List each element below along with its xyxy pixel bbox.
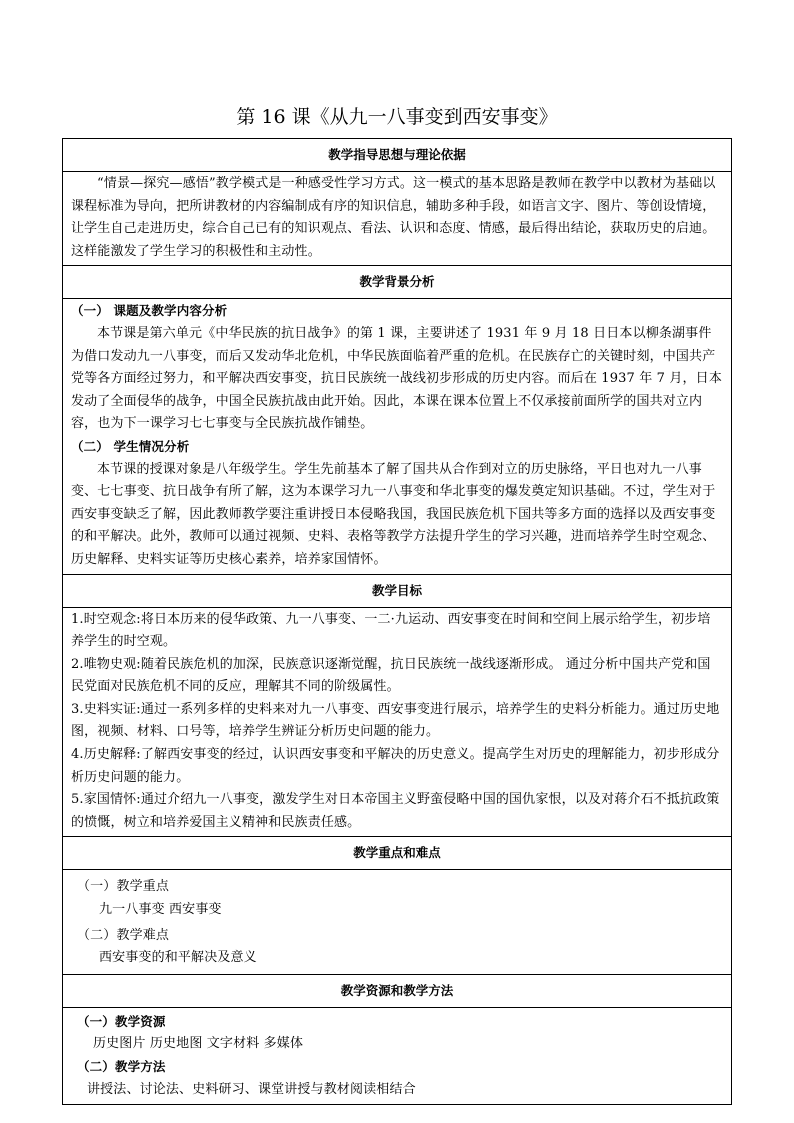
resources-materials-text: 历史图片 历史地图 文字材料 多媒体 <box>93 1036 304 1052</box>
resources-subheading-materials: （一）教学资源 <box>77 1013 166 1029</box>
goal-item: 4.历史解释:了解西安事变的经过，认识西安事变和平解决的历史意义。提高学生对历史的理解能力，初步形成分析历史问题的能力。 <box>71 747 720 785</box>
section-body-resources <box>63 1008 731 1104</box>
section-body-keypoints <box>63 870 731 974</box>
goal-item: 5.家国情怀:通过介绍九一八事变，激发学生对日本帝国主义野蛮侵略中国的国仇家恨，以及对蒋介石不抵抗政策的愤慨，树立和培养爱国主义精神和民族责任感。 <box>71 792 720 830</box>
resources-methods-text: 讲授法、讨论法、史料研习、课堂讲授与教材阅读相结合 <box>87 1081 416 1097</box>
goal-item: 3.史料实证:通过一系列多样的史料来对九一八事变、西安事变进行展示，培养学生的史料分析能力。通过历史地图，视频、材料、口号等，培养学生辨证分析历史问题的能力。 <box>71 701 720 740</box>
background-subheading-students: （二） 学生情况分析 <box>71 438 190 454</box>
guide-paragraph: “情景—探究—感悟”教学模式是一种感受性学习方式。这一模式的基本思路是教师在教学中以教材为基础以课程标准为导向，把所讲教材的内容编制成有序的知识信息，辅助多种手段，如语言文字、图片、等创设情境，让学生自己走进历史，综合自己已有的知识观点、看法、认识和态度、情感，最后得出结论，获取历史的启迪。这样能激发了学生学习的积极性和主动性。 <box>71 176 716 259</box>
section-heading-guide: 教学指导思想与理论依据 <box>63 139 731 172</box>
resources-subheading-methods: （二）教学方法 <box>77 1059 166 1074</box>
background-paragraph-students: 本节课的授课对象是八年级学生。学生先前基本了解了国共从合作到对立的历史脉络，平日也对九一八事变、七七事变、抗日战争有所了解，这为本课学习九一八事变和华北事变的爆发奠定知识基础。不过，学生对于西安事变缺乏了解，因此教师教学要注重讲授日本侵略我国，我国民族危机下国共等多方面的选择以及西安事变的和平解决。此外，教师可以通过视频、史料、表格等教学方法提升学生的学习兴趣，进而培养学生时空观念、历史解释、史料实证等历史核心素养，培养家国情怀。 <box>71 461 716 567</box>
keypoints-focus-text: 九一八事变 西安事变 <box>99 902 222 918</box>
goal-item: 1.时空观念:将日本历来的侵华政策、九一八事变、一二·九运动、西安事变在时间和空间上展示给学生，初步培养学生的时空观。 <box>71 611 711 650</box>
section-heading-background: 教学背景分析 <box>63 266 731 299</box>
section-body-background <box>63 299 731 574</box>
goal-item: 2.唯物史观:随着民族危机的加深，民族意识逐渐觉醒，抗日民族统一战线逐渐形成。 通过分析中国共产党和国民党面对民族危机不同的反应，理解其不同的阶级属性。 <box>71 656 711 695</box>
background-subheading-content: （一） 课题及教学内容分析 <box>71 303 228 319</box>
keypoints-difficulty-text: 西安事变的和平解决及意义 <box>99 950 257 966</box>
section-heading-keypoints: 教学重点和难点 <box>63 837 731 870</box>
lesson-plan-table <box>62 138 732 1105</box>
keypoints-subheading-focus: （一）教学重点 <box>77 879 170 895</box>
page-title: 第 16 课《从九一八事变到西安事变》 <box>236 106 558 128</box>
section-body-goals <box>63 608 731 838</box>
section-heading-goals: 教学目标 <box>63 575 731 608</box>
section-body-guide <box>63 172 731 266</box>
keypoints-subheading-difficulty: （二）教学难点 <box>77 927 170 943</box>
background-paragraph-content: 本节课是第六单元《中华民族的抗日战争》的第 1 课，主要讲述了 1931 年 9 月 18 日日本以柳条湖事件为借口发动九一八事变，而后又发动华北危机，中华民族面临着严重的危机。在民族存亡的关键时刻，中国共产党等各方面经过努力，和平解决西安事变，抗日民族统一战线初步形成的历史内容。而后在 1937 年 7 月，日本发动了全面侵华的战争，中国全民族抗战由此开始。因此，本课在课本位置上不仅承接前面所学的国共对立内容，也为下一课学习七七事变与全民族抗战作铺垫。 <box>71 325 722 432</box>
section-heading-resources: 教学资源和教学方法 <box>63 975 731 1008</box>
